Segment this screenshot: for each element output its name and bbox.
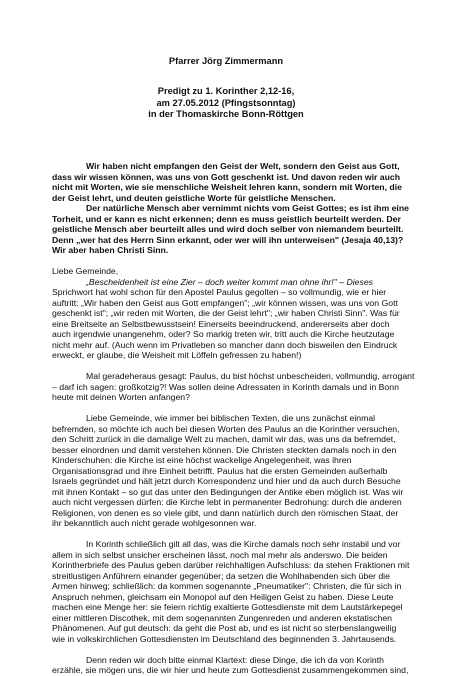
text-line: „Bescheidenheit ist eine Zier – doch weiter kommt man ohne ihr!" – Dieses <box>86 276 374 287</box>
text-line: auftritt: „Wir haben den Geist aus Gott empfangen"; „wir können wissen, was uns von Gott <box>52 297 398 308</box>
text-line: Sprichwort hat wohl schon für den Apostel Paulus gegolten – so vollmundig, wie er hier <box>52 287 387 297</box>
author-line: Pfarrer Jörg Zimmermann <box>168 56 284 66</box>
text-line: Phänomenen. Auf gut deutsch: da geht die Post ab, und es ist nicht so sterbenslangweilig <box>52 623 397 633</box>
text-line: Korintherbriefe des Paulus geben darüber reichhaltigen Aufschluss: da stehen Fraktionen mit <box>52 560 410 570</box>
heading-line: Predigt zu 1. Korinther 2,12-16, <box>157 86 295 96</box>
text-line: allem in sich selbst unsicher erscheinen lässt, noch mal mehr als anderswo. Die beiden <box>52 549 388 560</box>
text-line: den Schritt zurück in die damalige Welt zu machen, damit wir das, was uns da befremdet, <box>52 434 396 444</box>
paragraph <box>52 371 432 403</box>
text-line: nicht mehr auf. (Auch wenn im Privatleben so mancher dann doch bisweilen den Eindruck <box>52 339 398 350</box>
text-line: geschenkt ist"; „wir reden mit Worten, die der Geist lehrt"; „wir haben Christi Sinn". Was für <box>52 308 400 318</box>
text-line: eine Breitseite an Selbstbewusstsein! Einerseits beeindruckend, andererseits aber doch <box>52 318 390 329</box>
text-line: Liebe Gemeinde, wie immer bei biblischen Texten, die uns zunächst einmal <box>86 413 376 423</box>
text-line: Anspruch nehmen, gleichsam ein Monopol auf den Heiligen Geist zu haben. Diese Leute <box>52 591 394 602</box>
paragraph <box>52 413 432 529</box>
text-line: In Korinth schließlich gilt all das, was die Kirche damals noch sehr instabil und vor <box>86 539 401 549</box>
paragraph <box>52 539 432 644</box>
text-line: ihr bekanntlich auch nicht gerade wohlgesonnen war. <box>52 518 257 528</box>
text-line: – darf ich sagen: großkotzig?! Was sollen deine Adressaten in Korinth damals und in Bonn <box>52 381 399 392</box>
heading-line: in der Thomaskirche Bonn-Röttgen <box>148 109 304 120</box>
greeting: Liebe Gemeinde, <box>52 266 119 276</box>
sermon-heading <box>0 86 452 121</box>
text-line: Wir haben nicht empfangen den Geist der Welt, sondern den Geist aus Gott, <box>86 161 400 171</box>
text-line: der Geist lehrt, und deuten geistliche Worte für geistliche Menschen. <box>52 192 336 203</box>
text-line: Denn „wer hat des Herrn Sinn erkannt, oder wer will ihn unterweisen" (Jesaja 40,13)? <box>52 234 404 245</box>
text-line: nicht mit Worten, wie sie menschliche Weisheit lehren kann, sondern mit Worten, die <box>52 182 402 192</box>
text-line: Religionen, von denen es so viele gibt, und dann natürlich durch den römischen Staat, der <box>52 507 399 518</box>
text-line: erweckt, er glaube, die Weisheit mit Löffeln gefressen zu haben!) <box>52 350 302 360</box>
text-line: auch nicht vergessen dürfen: die Kirche lebt in permanenter Bedrohung: durch die anderen <box>52 497 402 507</box>
text-line: geistliche Mensch aber beurteilt alles und wird doch selber von niemandem beurteilt. <box>52 224 404 234</box>
text-line: mit ihnen Kontakt – so gut das unter den Bedingungen der Antike eben möglich ist. Was wir <box>52 486 404 497</box>
text-line: einer mittleren Discothek, mit dem sogenannten Zungenreden und anderen ekstatischen <box>52 612 392 623</box>
text-line: erzähle, sie mögen uns, die wir hier und heute zum Gottesdienst zusammengekommen sind, <box>52 665 409 675</box>
paragraph <box>52 655 432 676</box>
text-line: befremden, so möchte ich auch bei diesen Worten des Paulus an die Korinther versuchen, <box>52 423 400 434</box>
text-line: Wir aber haben Christi Sinn. <box>52 245 169 255</box>
text-line: wie in volkskirchlichen Gottesdiensten im Deutschland des beginnenden 3. Jahrtausends. <box>52 633 397 644</box>
text-line: Israels gegründet und hält jetzt durch Korrespondenz und hier und da auch durch Besuche <box>52 476 401 486</box>
text-line: Mal geradeheraus gesagt: Paulus, du bist höchst unbescheiden, vollmundig, arrogant <box>86 371 415 381</box>
text-line: auch irgendwie unangenehm, oder? So markig treten wir, tritt auch die Kirche heutzutage <box>52 329 395 339</box>
document-body <box>52 161 432 676</box>
text-line: Torheit, und er kann es nicht erkennen; denn es muss geistlich beurteilt werden. Der <box>52 213 401 224</box>
scripture-text <box>52 161 432 256</box>
text-line: Kinderschuhen: die Kirche ist eine höchst wackelige Angelegenheit, was ihren <box>52 455 352 465</box>
text-line: Armen hinweg; schließlich: da kommen sogenannte „Pneumatiker": Christen, die für sich in <box>52 581 402 591</box>
text-line: streitlustigen Anführern einander gegenüber; da setzen die Wohlhabenden sich über die <box>52 570 390 581</box>
heading-line: am 27.05.2012 (Pfingstsonntag) <box>156 97 296 108</box>
paragraph <box>52 277 432 361</box>
text-line: besser einordnen und damit verstehen können. Die Christen steckten damals noch in den <box>52 444 397 455</box>
text-line: Der natürliche Mensch aber vernimmt nichts vom Geist Gottes; es ist ihm eine <box>86 203 409 213</box>
text-line: dass wir wissen können, was uns von Gott geschenkt ist. Und davon reden wir auch <box>52 171 401 182</box>
text-line: heute mit deinen Worten anfangen? <box>52 392 190 402</box>
text-line: Organisationsgrad und ihre Einheit betrifft. Paulus hat die ersten Gemeinden außerhalb <box>52 465 388 476</box>
text-line: machen eine Menge her: sie feiern richtig exaltierte Gottesdienste mit dem Lautstärkepegel <box>52 602 403 612</box>
text-line: Denn reden wir doch bitte einmal Klartext: diese Dinge, die ich da von Korinth <box>86 654 384 665</box>
